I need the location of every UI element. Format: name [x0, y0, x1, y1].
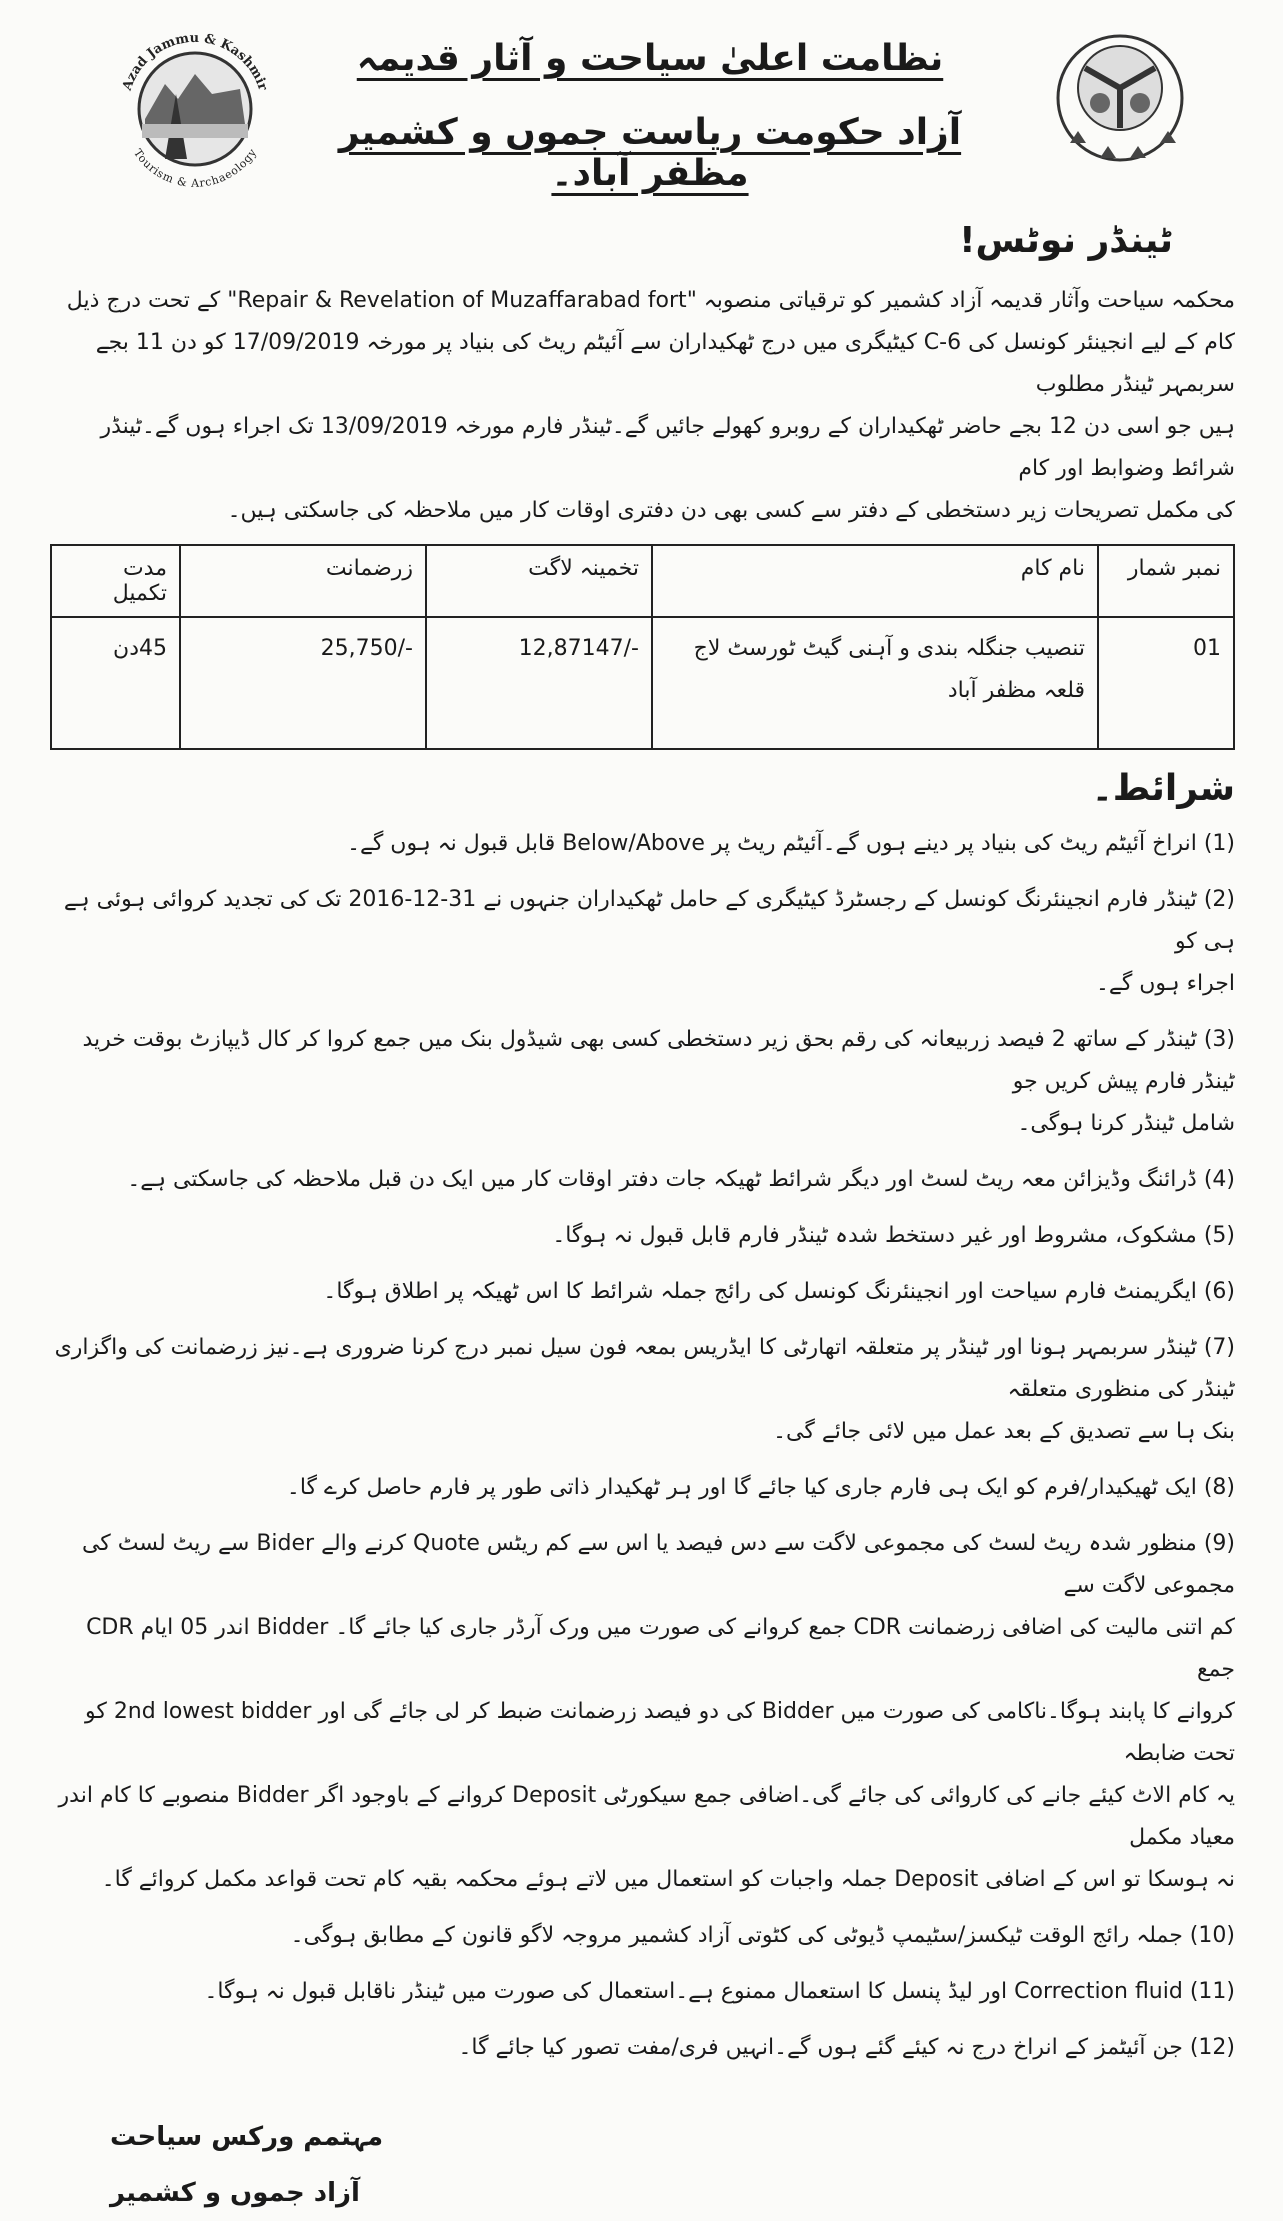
signature-title: مہتمم ورکس سیاحت: [110, 2122, 384, 2152]
notice-body: [50, 280, 1235, 2221]
cell-serial: 01: [1098, 617, 1234, 749]
condition-line: (12) جن آئیٹمز کے انراخ درج نہ کیئے گئے ہوں گے۔انہیں فری/مفت تصور کیا جائے گا۔: [458, 2035, 1235, 2060]
conditions-heading: شرائط۔: [1091, 768, 1235, 809]
intro-line: محکمہ سیاحت وآثار قدیمہ آزاد کشمیر کو ترقیاتی منصوبہ "Repair & Revelation of Muzaffarabad fort" کے تحت درج ذیل: [66, 288, 1235, 313]
condition-line: کم اتنی مالیت کی اضافی زرضمانت CDR جمع کروانے کی صورت میں ورک آرڈر جاری کیا جائے گا۔ Bidder اندر 05 ایام CDR جمع: [86, 1615, 1235, 1682]
condition-line: (5) مشکوک، مشروط اور غیر دستخط شدہ ٹینڈر فارم قابل قبول نہ ہوگا۔: [552, 1223, 1235, 1248]
condition-line: (1) انراخ آئیٹم ریٹ کی بنیاد پر دینے ہوں گے۔آئیٹم ریٹ پر Below/Above قابل قبول نہ ہوں گے۔: [347, 831, 1235, 856]
condition-line: (11) Correction fluid اور لیڈ پنسل کا استعمال ممنوع ہے۔استعمال کی صورت میں ٹینڈر ناقابل قبول نہ ہوگا۔: [204, 1979, 1235, 2004]
condition-line: نہ ہوسکا تو اس کے اضافی Deposit جملہ واجبات کو استعمال میں لاتے ہوئے محکمہ بقیہ کام تحت قواعد مکمل کروائے گا۔: [101, 1867, 1235, 1892]
intro-line: کام کے لیے انجینئر کونسل کی C-6 کیٹیگری میں درج ٹھکیداران سے آئیٹم ریٹ کی بنیاد پر مورخہ 17/09/2019 کو دن 11 بجے سربمہر ٹینڈر مطلوب: [95, 330, 1235, 397]
header-work-name: نام کام: [652, 545, 1098, 617]
signature-region: آزاد جموں و کشمیر: [110, 2178, 360, 2208]
header-duration: مدت تکمیل: [51, 545, 180, 617]
condition-line: شامل ٹینڈر کرنا ہوگی۔: [1017, 1111, 1235, 1136]
table-row: [51, 617, 1234, 749]
header-estimated-cost: تخمینہ لاگت: [426, 545, 652, 617]
header-serial: نمبر شمار: [1098, 545, 1234, 617]
condition-line: (4) ڈرائنگ وڈیزائن معہ ریٹ لسٹ اور دیگر شرائط ٹھیکہ جات دفتر اوقات کار میں ایک دن قبل ملاحظہ کی جاسکتی ہے۔: [127, 1167, 1235, 1192]
condition-line: (10) جملہ رائج الوقت ٹیکسز/سٹیمپ ڈیوٹی کی کٹوتی آزاد کشمیر مروجہ لاگو قانون کے مطابق ہوگی۔: [290, 1923, 1235, 1948]
condition-line: (2) ٹینڈر فارم انجینئرنگ کونسل کے رجسٹرڈ کیٹیگری کے حامل ٹھکیداران جنہوں نے 31-12-2016 تک کی تجدید کروائی ہوئی ہے ہی کو: [63, 887, 1235, 954]
cell-estimated-cost: 12,87147/-: [426, 617, 652, 749]
condition-line: بنک ہا سے تصدیق کے بعد عمل میں لائی جائے گی۔: [773, 1419, 1235, 1444]
condition-line: (8) ایک ٹھیکیدار/فرم کو ایک ہی فارم جاری کیا جائے گا اور ہر ٹھکیدار ذاتی طور پر فارم حاصل کرے گا۔: [286, 1475, 1235, 1500]
seal-logo: [1040, 28, 1200, 178]
cell-security: 25,750/-: [180, 617, 426, 749]
header-security: زرضمانت: [180, 545, 426, 617]
intro-line: کی مکمل تصریحات زیر دستخطی کے دفتر سے کسی بھی دن دفتری اوقات کار میں ملاحظہ کی جاسکتی ہیں۔: [227, 498, 1235, 523]
condition-line: اجراء ہوں گے۔: [1096, 971, 1235, 996]
logo-text-bottom: Tourism & Archaeology: [130, 146, 260, 189]
condition-line: کروانے کا پابند ہوگا۔ناکامی کی صورت میں Bidder کی دو فیصد زرضمانت ضبط کر لی جائے گی اور 2nd lowest bidder کو تحت ضابطہ: [84, 1699, 1235, 1766]
cell-duration: 45دن: [51, 617, 180, 749]
logo-text-top: Azad Jammu & Kashmir: [119, 30, 271, 93]
condition-line: (6) ایگریمنٹ فارم سیاحت اور انجینئرنگ کونسل کی رائج جملہ شرائط کا اس ٹھیکہ پر اطلاق ہوگا۔: [323, 1279, 1235, 1304]
tender-table: [50, 544, 1235, 750]
intro-line: ہیں جو اسی دن 12 بجے حاضر ٹھکیداران کے روبرو کھولے جائیں گے۔ٹینڈر فارم مورخہ 13/09/2019 تک اجراء ہوں گے۔ٹینڈر شرائط وضوابط اور کام: [100, 414, 1235, 481]
government-title: آزاد حکومت ریاست جموں و کشمیر مظفر آباد۔: [338, 112, 962, 194]
department-title: نظامت اعلیٰ سیاحت و آثار قدیمہ: [356, 38, 944, 79]
condition-line: (9) منظور شدہ ریٹ لسٹ کی مجموعی لاگت سے دس فیصد یا اس سے کم ریٹس Quote کرنے والے Bider سے ریٹ لسٹ کی مجموعی لاگت سے: [81, 1531, 1235, 1598]
condition-line: (7) ٹینڈر سربمہر ہونا اور ٹینڈر پر متعلقہ اتھارٹی کا ایڈریس بمعہ فون سیل نمبر درج کرنا ضروری ہے۔نیز زرضمانت کی واگزاری ٹینڈر کی منظوری متعلقہ: [54, 1335, 1235, 1402]
tourism-archaeology-logo: [110, 14, 280, 189]
notice-heading: ٹینڈر نوٹس!: [959, 220, 1173, 261]
cell-work-name: تنصیب جنگلہ بندی و آہنی گیٹ ٹورسٹ لاج قلعہ مظفر آباد: [652, 617, 1098, 749]
table-header-row: [51, 545, 1234, 617]
condition-line: (3) ٹینڈر کے ساتھ 2 فیصد زربیعانہ کی رقم بحق زیر دستخطی کسی بھی شیڈول بنک میں جمع کروا کر کال ڈیپازٹ بوقت خرید ٹینڈر فارم پیش کریں جو: [82, 1027, 1235, 1094]
condition-line: یہ کام الاٹ کیئے جانے کی کاروائی کی جائے گی۔اضافی جمع سیکورٹی Deposit کروانے کے باوجود اگر Bidder منصوبے کا کام اندر معیاد مکمل: [58, 1783, 1235, 1850]
